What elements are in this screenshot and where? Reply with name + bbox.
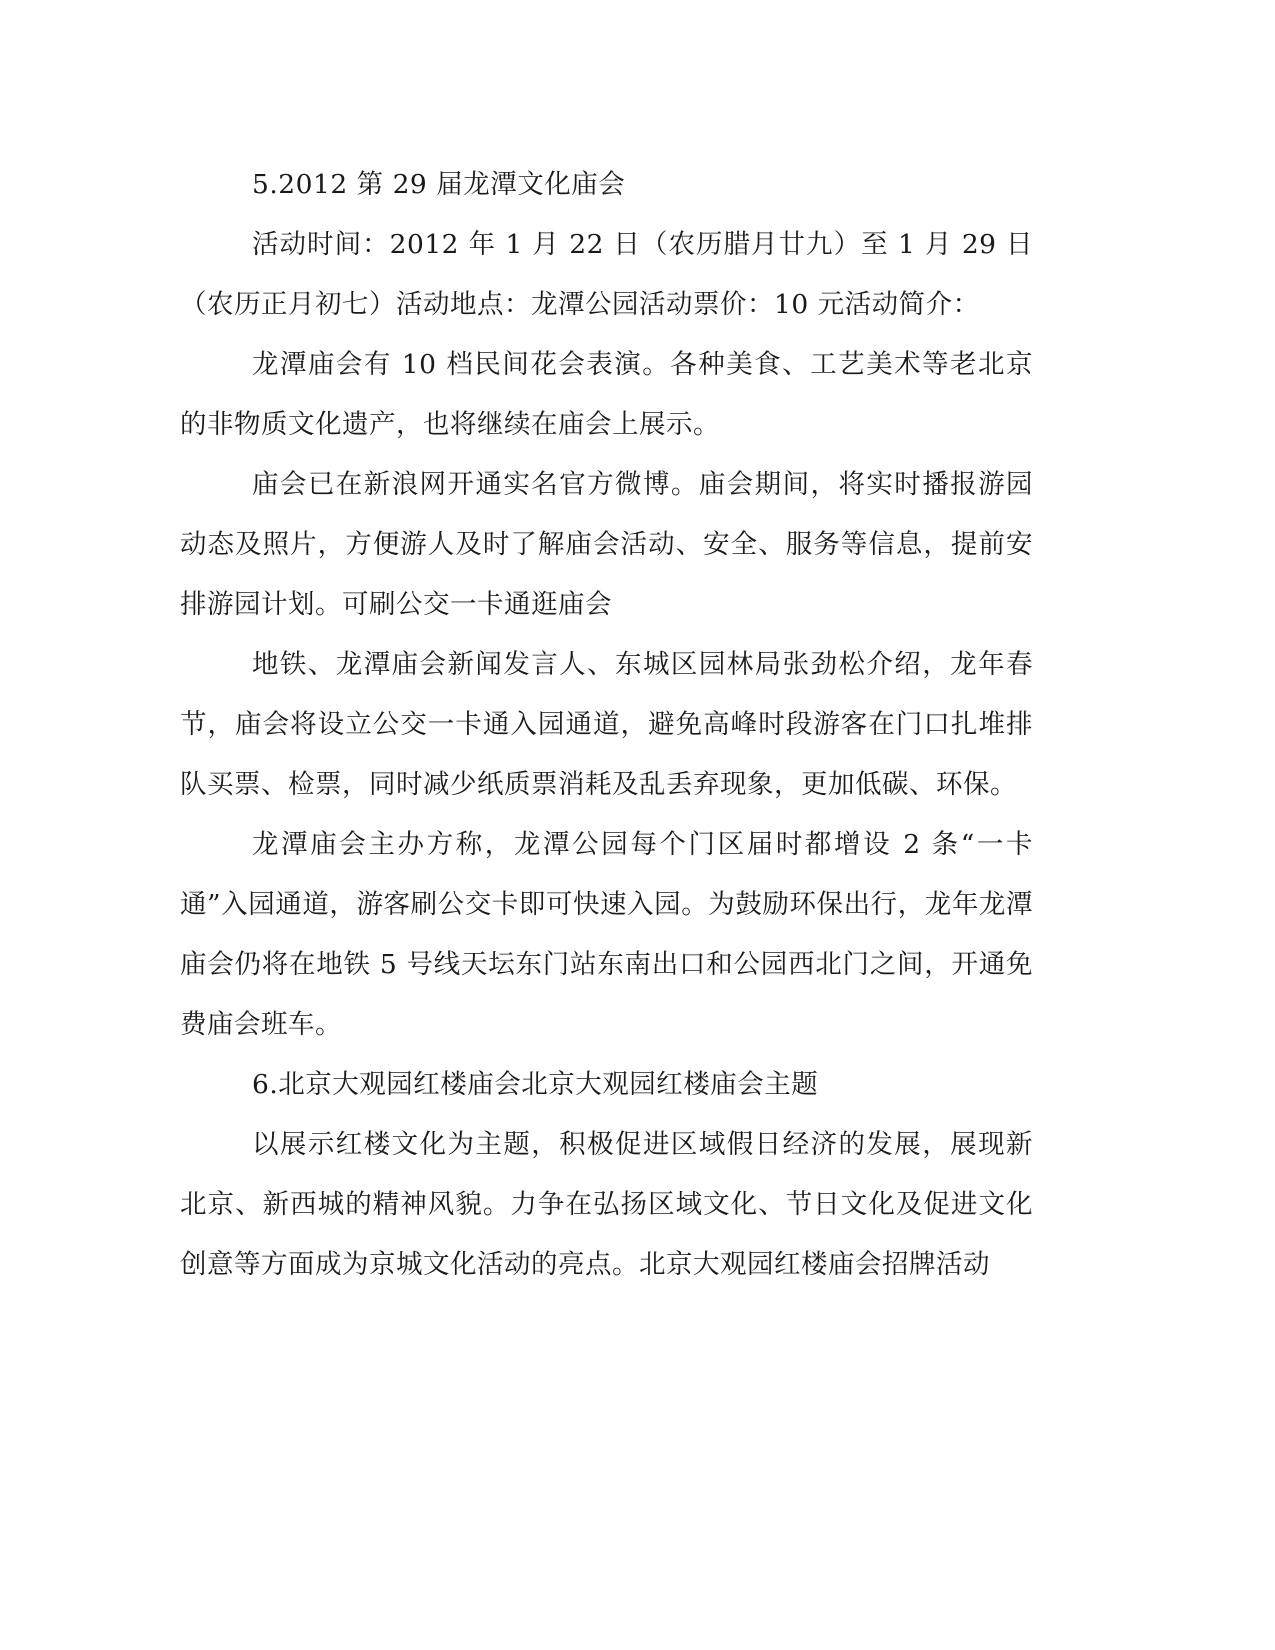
paragraph-event-info: 活动时间：2012 年 1 月 22 日（农历腊月廿九）至 1 月 29 日（农历正月初七）活动地点：龙潭公园活动票价：10 元活动简介： <box>180 229 1033 320</box>
paragraph-transit-card: 地铁、龙潭庙会新闻发言人、东城区园林局张劲松介绍，龙年春节，庙会将设立公交一卡通入园通道，避免高峰时段游客在门口扎堆排队买票、检票，同时减少纸质票消耗及乱丢弃现象，更加低碳、环保。 <box>180 649 1033 800</box>
section-heading-longtan: 5.2012 第 29 届龙潭文化庙会 <box>252 169 626 200</box>
paragraph-weibo: 庙会已在新浪网开通实名官方微博。庙会期间，将实时播报游园动态及照片，方便游人及时了解庙会活动、安全、服务等信息，提前安排游园计划。可刷公交一卡通逛庙会 <box>180 469 1033 620</box>
paragraph-red-mansion-theme: 以展示红楼文化为主题，积极促进区域假日经济的发展，展现新北京、新西城的精神风貌。力争在弘扬区域文化、节日文化及促进文化创意等方面成为京城文化活动的亮点。北京大观园红楼庙会招牌活动 <box>180 1129 1033 1280</box>
paragraph-shuttle-bus: 龙潭庙会主办方称，龙潭公园每个门区届时都增设 2 条“一卡通”入园通道，游客刷公交卡即可快速入园。为鼓励环保出行，龙年龙潭庙会仍将在地铁 5 号线天坛东门站东南出口和公园西北门之间，开通免费庙会班车。 <box>180 829 1033 1040</box>
section-heading-daguanyuan: 6.北京大观园红楼庙会北京大观园红楼庙会主题 <box>252 1069 819 1100</box>
document-body <box>180 155 1033 1295</box>
paragraph-folk-performances: 龙潭庙会有 10 档民间花会表演。各种美食、工艺美术等老北京的非物质文化遗产，也将继续在庙会上展示。 <box>180 349 1033 440</box>
